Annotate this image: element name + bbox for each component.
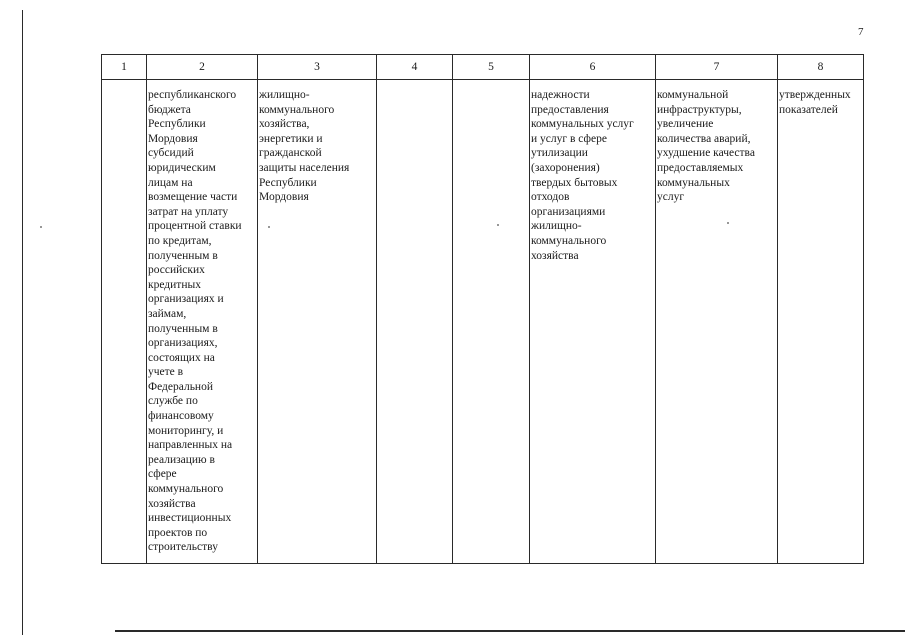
- cell-col5: [453, 80, 530, 564]
- scan-speck: [727, 222, 729, 224]
- scan-speck: [40, 226, 42, 228]
- cell-col6: [530, 80, 656, 564]
- scan-speck: [268, 226, 270, 228]
- cell-col1: [102, 80, 147, 564]
- header-cell-3: 3: [258, 55, 377, 80]
- cell-col4: [377, 80, 453, 564]
- cell-col2-text: республиканского бюджета Республики Мордовия субсидий юридическим лицам на возмещение части затрат на уплату процентной ставки по кредитам, полученным в российских кредитных организациях и займам, полученным в организациях, состоящих на учете в Федеральной службе по финансовому мониторингу, и направленных на реализацию в сфере коммунального хозяйства инвестиционных проектов по строительству: [148, 89, 242, 554]
- header-cell-4: 4: [377, 55, 453, 80]
- cell-col6-text: надежности предоставления коммунальных услуг и услуг в сфере утилизации (захоронения) твердых бытовых отходов организациями жилищно- коммунального хозяйства: [531, 89, 634, 262]
- header-cell-8: 8: [778, 55, 864, 80]
- scan-speck: [497, 224, 499, 226]
- cell-col2: [147, 80, 258, 564]
- header-cell-1: 1: [102, 55, 147, 80]
- header-row: [102, 55, 864, 80]
- cell-col8: [778, 80, 864, 564]
- cell-col3: [258, 80, 377, 564]
- cell-col7: [656, 80, 778, 564]
- header-cell-6: 6: [530, 55, 656, 80]
- document-table: [101, 54, 864, 564]
- page-number: 7: [858, 26, 864, 38]
- header-cell-2: 2: [147, 55, 258, 80]
- header-cell-7: 7: [656, 55, 778, 80]
- cell-col3-text: жилищно- коммунального хозяйства, энергетики и гражданской защиты населения Республики Мордовия: [259, 89, 350, 204]
- cell-col7-text: коммунальной инфраструктуры, увеличение количества аварий, ухудшение качества предоставляемых коммунальных услуг: [657, 89, 755, 204]
- header-cell-5: 5: [453, 55, 530, 80]
- left-margin-line: [22, 10, 23, 635]
- cell-col8-text: утвержденных показателей: [779, 89, 851, 116]
- table-row: [102, 80, 864, 564]
- bottom-margin-line: [115, 630, 905, 632]
